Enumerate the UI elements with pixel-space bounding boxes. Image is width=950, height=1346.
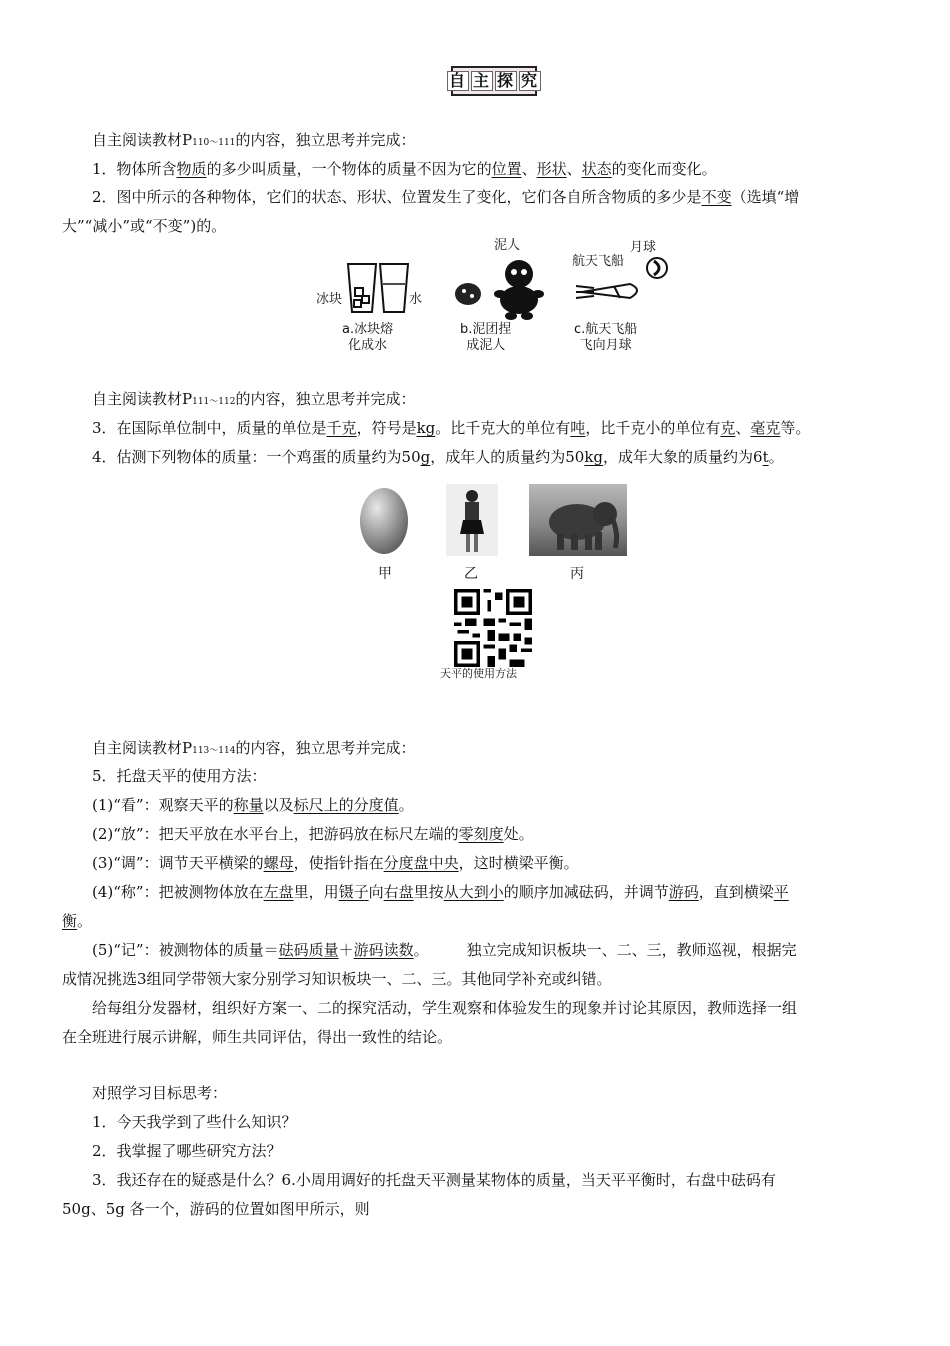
label-moon: 月球 <box>630 240 657 255</box>
step-record-line2: 成情况挑选3组同学带领大家分别学习知识板块一、二、三。其他同学补充或纠错。 <box>62 970 612 988</box>
label-water: 水 <box>409 292 423 307</box>
section-title-badge <box>448 66 540 96</box>
section3-intro: 自主阅读教材P113～114的内容，独立思考并完成： <box>92 739 416 757</box>
qr-caption: 天平的使用方法 <box>440 667 517 680</box>
glass-ice-icon <box>348 264 376 312</box>
reflect-title: 对照学习目标思考： <box>92 1084 228 1102</box>
answer: 衡 <box>62 912 78 930</box>
answer: 从大到小 <box>443 883 504 901</box>
caption-jia: 甲 <box>378 566 392 582</box>
step-weigh: (4)“称”：把被测物体放在左盘里，用镊子向右盘里按从大到小的顺序加减砝码，并调节游码，直到横梁平 <box>92 883 789 901</box>
caption-a: a.冰块熔 化成水 <box>342 322 394 353</box>
label-clay-man: 泥人 <box>494 238 521 253</box>
answer: 平 <box>773 883 789 901</box>
group-activity-line1: 给每组分发器材，组织好方案一、二的探究活动，学生观察和体验发生的现象并讨论其原因，教师选择一组 <box>92 999 798 1017</box>
title-char: 究 <box>521 71 540 90</box>
title-char: 主 <box>472 71 491 90</box>
question-3: 3．在国际单位制中，质量的单位是千克，符号是kg。比千克大的单位有吨，比千克小的单位有克、毫克等。 <box>92 419 811 437</box>
qr-code[interactable] <box>454 589 532 667</box>
step-adjust: (3)“调”：调节天平横梁的螺母，使指针指在分度盘中央，这时横梁平衡。 <box>92 854 579 872</box>
section1-intro: 自主阅读教材P110～111的内容，独立思考并完成： <box>92 131 416 149</box>
moon-icon <box>647 258 667 278</box>
answer: 游码读数 <box>353 941 414 959</box>
question-4: 4．估测下列物体的质量：一个鸡蛋的质量约为50g，成年人的质量约为50kg，成年大象的质量约为6t。 <box>92 448 784 466</box>
clay-man-icon <box>494 260 544 320</box>
caption-c: c.航天飞船 飞向月球 <box>574 322 638 353</box>
answer: 状态 <box>581 160 612 178</box>
elephant-photo <box>529 484 627 556</box>
step-look: (1)“看”：观察天平的称量以及标尺上的分度值。 <box>92 796 414 814</box>
answer: 千克 <box>326 419 357 437</box>
answer: 克 <box>720 419 736 437</box>
reflect-3-line2: 50g、5g 各一个，游码的位置如图甲所示，则 <box>62 1200 370 1218</box>
glass-water-icon <box>380 264 408 312</box>
answer: g <box>420 448 431 466</box>
question-2-line2: 大”“减小”或“不变”)的。 <box>62 217 227 235</box>
egg-photo <box>356 484 412 556</box>
section2-intro: 自主阅读教材P111～112的内容，独立思考并完成： <box>92 390 416 408</box>
state-change-figure <box>314 236 674 360</box>
step-record: (5)“记”：被测物体的质量＝砝码质量＋游码读数。 独立完成知识板块一、二、三，教师巡视，根据完 <box>92 941 797 959</box>
answer: 分度盘中央 <box>383 854 459 872</box>
answer: 左盘 <box>263 883 294 901</box>
reflect-1: 1．今天我学到了些什么知识？ <box>92 1113 297 1131</box>
reflect-2: 2．我掌握了哪些研究方法？ <box>92 1142 282 1160</box>
spaceship-icon <box>576 284 637 298</box>
answer: 右盘 <box>383 883 414 901</box>
caption-yi: 乙 <box>464 566 478 582</box>
caption-bing: 丙 <box>570 566 584 582</box>
answer: 螺母 <box>263 854 294 872</box>
question-1: 1．物体所含物质的多少叫质量，一个物体的质量不因为它的位置、形状、状态的变化而变化。 <box>92 160 717 178</box>
answer: 砝码质量 <box>278 941 339 959</box>
clay-lump-icon <box>455 283 481 305</box>
answer: 形状 <box>536 160 567 178</box>
answer: kg <box>416 419 436 437</box>
answer: 毫克 <box>750 419 781 437</box>
step-weigh-line2: 衡。 <box>62 912 93 930</box>
answer: 吨 <box>570 419 586 437</box>
adult-person-photo <box>446 484 498 556</box>
title-char: 探 <box>497 71 516 90</box>
answer: 游码 <box>668 883 699 901</box>
answer: t <box>762 448 769 466</box>
answer: 镊子 <box>338 883 369 901</box>
title-char: 自 <box>448 71 467 90</box>
question-5-title: 5．托盘天平的使用方法： <box>92 767 267 785</box>
question-2: 2．图中所示的各种物体，它们的状态、形状、位置发生了变化，它们各自所含物质的多少是不变（选填“增 <box>92 188 800 206</box>
answer: 零刻度 <box>458 825 504 843</box>
label-ice: 冰块 <box>316 292 343 307</box>
caption-b: b.泥团捏 成泥人 <box>460 322 512 353</box>
answer: 物质 <box>176 160 207 178</box>
group-activity-line2: 在全班进行展示讲解，师生共同评估，得出一致性的结论。 <box>62 1028 453 1046</box>
label-spaceship: 航天飞船 <box>572 254 625 269</box>
reflect-3: 3．我还存在的疑惑是什么？6.小周用调好的托盘天平测量某物体的质量，当天平平衡时，右盘中砝码有 <box>92 1171 776 1189</box>
answer: 位置 <box>491 160 522 178</box>
answer: 不变 <box>701 188 732 206</box>
answer: kg <box>584 448 604 466</box>
answer: 称量 <box>233 796 264 814</box>
answer: 标尺上的分度值 <box>293 796 399 814</box>
step-place: (2)“放”：把天平放在水平台上，把游码放在标尺左端的零刻度处。 <box>92 825 534 843</box>
